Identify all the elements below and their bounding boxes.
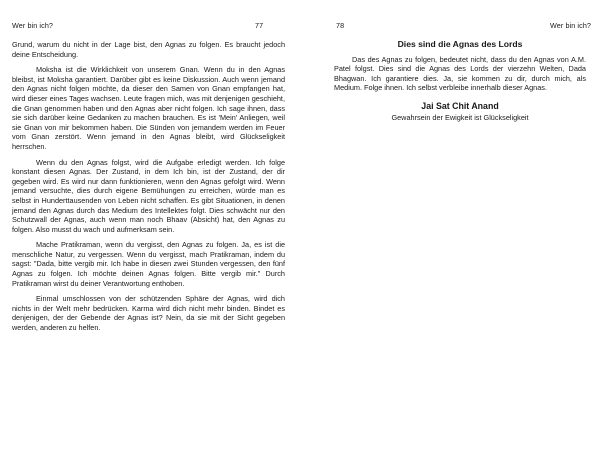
paragraph-5: Einmal umschlossen von der schützenden Sphäre der Agnas, wird dich nichts in der Welt mehr bedrücken. Karma wird dich nicht mehr binden. Bindet es denjenigen, der der Gebende der Agnas ist? Nein, da sie mit der Sicht gegeben werden, anderen zu helfen. (12, 294, 285, 333)
running-title-right: Wer bin ich? (550, 21, 592, 30)
right-page (300, 0, 600, 463)
page-number-right: 78 (336, 21, 345, 30)
paragraph-2: Moksha ist die Wirklichkeit von unserem Gnan. Wenn du in den Agnas bleibst, ist Moksha garantiert. Darüber gibt es keine Diskussion. Auch wenn jemand den Agnas nicht folgen möchte, da dieser den Samen von Gnan empfangen hat, wird dieser eines Tages wachsen. Leute fragen mich, was mit denjenigen geschieht, die Gnan genommen haben und den Agnas aber nicht folgen. Ich sage ihnen, dass sie sich darüber keine Gedanken zu machen brauchen. Es ist 'Mein' Anliegen, weil sie Gnan von mir bekommen haben. Die Sünden von jemandem werden im Feuer vom Gnan zerstört. Wenn jemand in den Agnas bleibt, wird Glückseligkeit herrschen. (12, 65, 285, 151)
paragraph-4: Mache Pratikraman, wenn du vergisst, den Agnas zu folgen. Ja, es ist die menschliche Natur, zu vergessen. Wenn du vergisst, mach Pratikraman, indem du sagst: "Dada, bitte vergib mir. Ich habe in diesen zwei Stunden vergessen, den fünf Agnas zu folgen. Ich möchte deinen Agnas folgen. Bitte vergib mir." Durch Pratikraman wirst du deiner Verantwortung enthoben. (12, 240, 285, 288)
signature-heading: Jai Sat Chit Anand (421, 100, 499, 111)
left-page-body (12, 40, 285, 339)
signature-subtitle: Gewahrsein der Ewigkeit ist Glückseligkeit (391, 112, 529, 122)
section-title: Dies sind die Agnas des Lords (397, 39, 523, 49)
right-page-body (334, 40, 586, 122)
page-number-left: 77 (255, 21, 264, 30)
section-paragraph: Das des Agnas zu folgen, bedeutet nicht, dass du den Agnas von A.M. Patel folgst. Dies sind die Agnas des Lords der vierzehn Welten, Dada Bhagwan. Ich garantiere dies. Ja, sie kommen zu dir, durch mich, als Medium. Folge ihnen. Ich selbst verbleibe innerhalb dieser Agnas. (334, 54, 586, 93)
running-title-left: Wer bin ich? (12, 21, 54, 30)
paragraph-1: Grund, warum du nicht in der Lage bist, den Agnas zu folgen. Es braucht jedoch deine Entscheidung. (12, 40, 285, 59)
paragraph-3: Wenn du den Agnas folgst, wird die Aufgabe erledigt werden. Ich folge konstant diesen Agnas. Der Zustand, in dem Ich bin, ist der Zustand, der dir gegeben wird. Es wird nur dann funktionieren, wenn den Agnas gefolgt wird. Wenn jemand versuchte, dies durch eigene Bemühungen zu erreichen, würde man es selbst in Hunderttausenden von Leben nicht schaffen. Es gibt Situationen, in denen jemand den Agnas durch das Medium des Intellektes folgt. Dies schwächt nur den Schutzwall der Agnas, auch wenn man noch Bhaav (Absicht) hat, den Agnas zu folgen. Also musst du wach und aufmerksam sein. (12, 157, 285, 234)
